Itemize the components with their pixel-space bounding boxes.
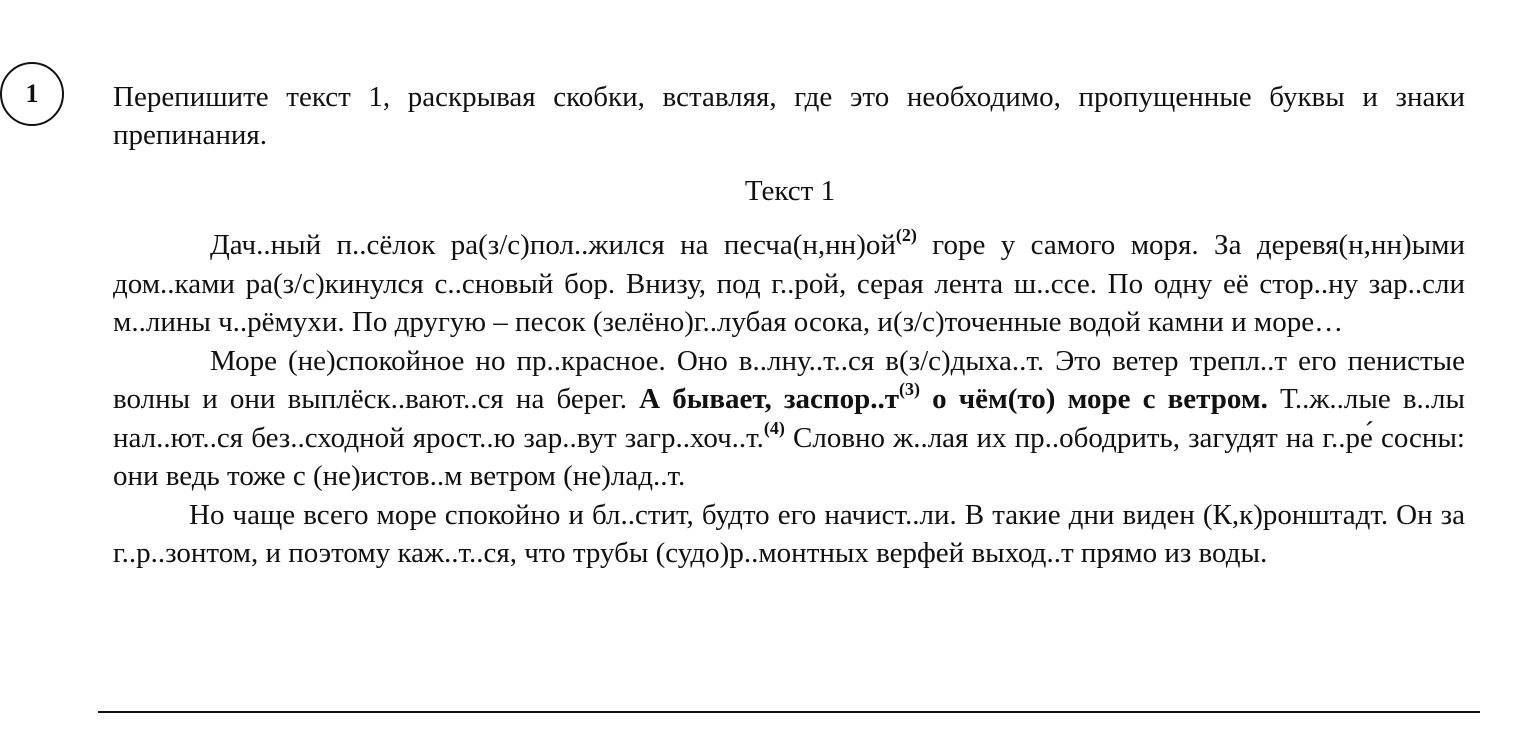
paragraph-3: Но чаще всего море спокойно и бл..стит, будто его начист..ли. В такие дни виден (К,к)ронштадт. Он за г..р..зонтом, и поэтому каж..т..ся, что трубы (судо)р..монтных верфей выход..т прямо из воды. [113,498,1465,569]
paragraph-2-part-b: Т..ж..лые в..лы нал..ют..ся без..сходной ярост..ю зар..вут загр..хоч..т. [113,383,1466,454]
paragraph-2-part-a: Море (не)спокойное но пр..красное. Оно в..лну..т..ся в(з/с)дыха..т. Это ветер трепл..т его пенистые волны и они выплёск..вают..ся на берег. [113,344,1465,415]
footnote-3: (3) [898,379,920,399]
text-title: Текст 1 [744,175,836,207]
paragraph-2 [113,342,1465,496]
paragraph-1-part-b: горе у самого моря. За деревя(н,нн)ыми дом..ками ра(з/с)кинулся с..сновый бор. Внизу, под г..рой, серая лента ш..ссе. По одну её стор..ну зар..сли м..лины ч..рёмухи. По другую – песок (зелёно)г..лубая осока, и(з/с)точенные водой камни и море… [113,229,1465,338]
task-number: 1 [25,79,39,108]
exercise-text [113,226,1465,573]
bold-sentence-start: А бывает, заспор..т [639,383,899,415]
footnote-4: (4) [763,417,785,438]
task-instruction: Перепишите текст 1, раскрывая скобки, вставляя, где это необходимо, пропущенные буквы и знаки препинания. [113,81,1465,151]
paragraph-1-part-a: Дач..ный п..сёлок ра(з/с)пол..жился на песча(н,нн)ой [210,229,896,261]
paragraph-1 [113,226,1465,342]
footnote-2: (2) [895,225,917,245]
paragraph-2-part-c: Словно ж..лая их пр..ободрить, загудят на г..ре́ сосны: они ведь тоже с (не)истов..м ветром (не)лад..т. [113,421,1465,492]
bottom-divider [98,711,1480,713]
task-number-badge [0,62,64,126]
bold-sentence-end: о чём(то) море с ветром. [919,383,1268,415]
